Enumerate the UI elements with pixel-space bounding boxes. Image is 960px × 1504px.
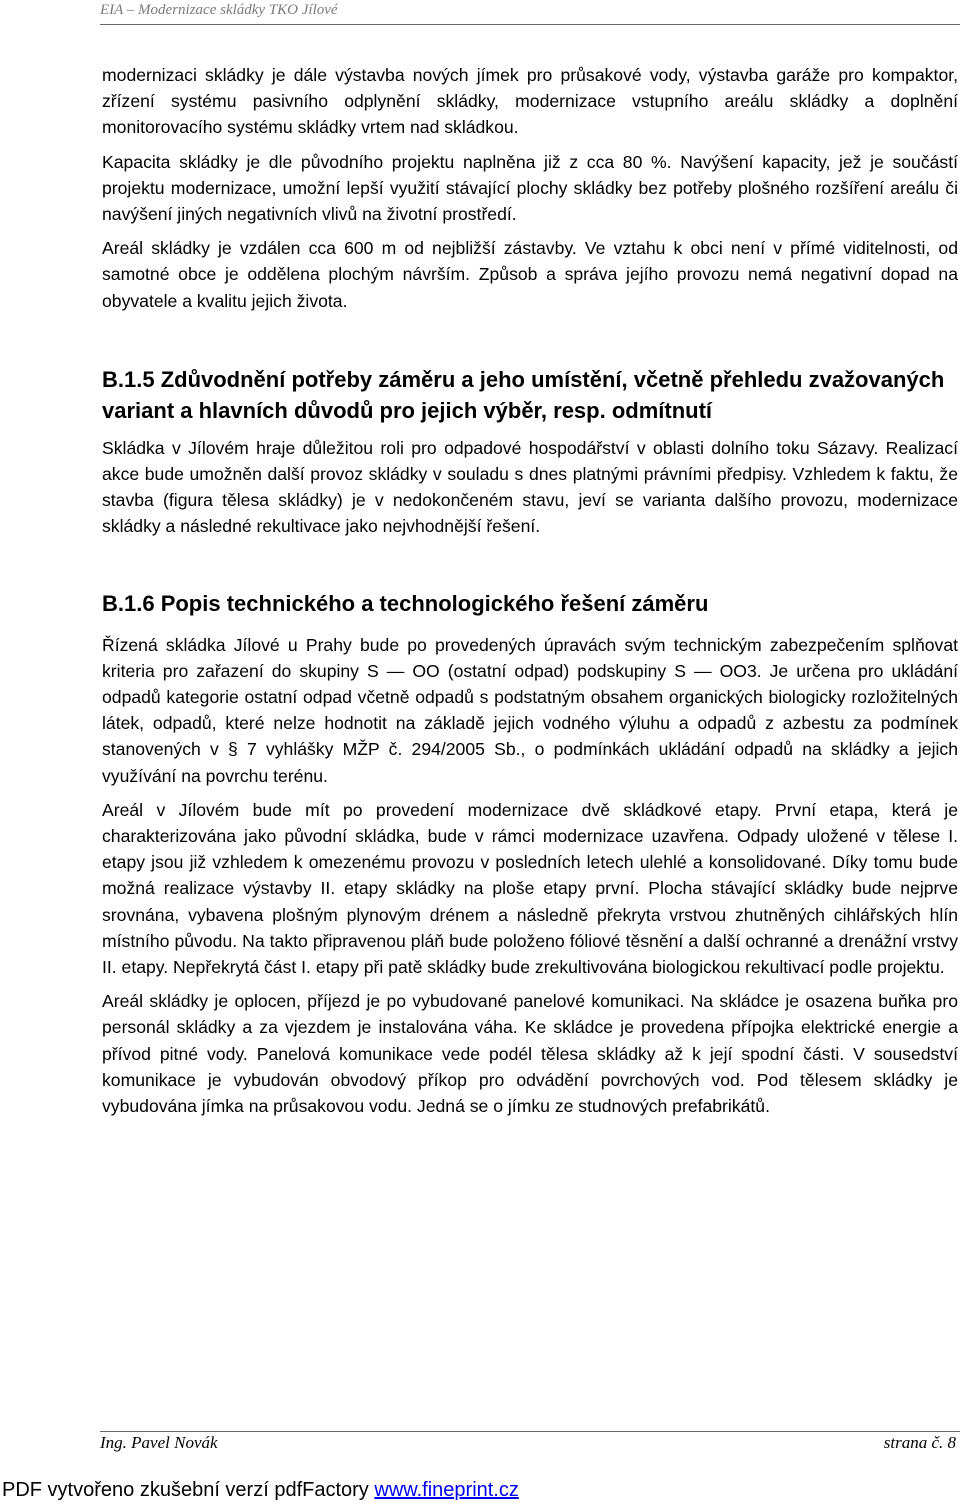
header-divider [100,24,960,25]
paragraph-7: Areál skládky je oplocen, příjezd je po vybudované panelové komunikaci. Na skládce je osazena buňka pro personál skládky a za vjezdem je instalována váha. Ke skládce je provedena přípojka elektrické energie a přívod pitné vody. Panelová komunikace vede podél tělesa skládky až k její spodní části. V sousedství komunikace je vybudován obvodový příkop pro odvádění povrchových vod. Pod tělesem skládky je vybudována jímka na průsakovou vodu. Jedná se o jímku ze studnových prefabrikátů. [102,991,958,1117]
running-header: EIA – Modernizace skládky TKO Jílové [100,2,338,18]
footer-author: Ing. Pavel Novák [100,1433,218,1452]
footer-page-number: strana č. 8 [883,1433,956,1452]
paragraph-5: Řízená skládka Jílové u Prahy bude po provedených úpravách svým technickým zabezpečením splňovat kriteria pro zařazení do skupiny S — OO (ostatní odpad) podskupiny S — OO3. Je určena pro ukládání odpadů kategorie ostatní odpad včetně odpadů s podstatným obsahem organických biologicky rozložitelných látek, odpadů, které nelze hodnotit na základě jejich vodného výluhu a odpadů z azbestu za podmínek stanovených v § 7 vyhlášky MŽP č. 294/2005 Sb., o podmínkách ukládání odpadů na skládky a jejich využívání na povrchu terénu. [102,634,958,786]
paragraph-4: Skládka v Jílovém hraje důležitou roli pro odpadové hospodářství v oblasti dolního toku Sázavy. Realizací akce bude umožněn další provoz skládky v souladu s dnes platnými právními předpisy. Vzhledem k faktu, že stavba (figura tělesa skládky) je v nedokončeném stavu, jeví se varianta dalšího provozu, modernizace skládky a následné rekultivace jako nejvhodnější řešení. [102,437,958,537]
banner-text: PDF vytvořeno zkušební verzí pdfFactory [2,1479,375,1501]
paragraph-6: Areál v Jílovém bude mít po provedení modernizace dvě skládkové etapy. První etapa, která je charakterizována jako původní skládka, bude v rámci modernizace uzavřena. Odpady uložené v tělese I. etapy jsou již vzhledem k omezenému provozu v posledních letech ulehlé a konsolidované. Díky tomu bude možná realizace výstavby II. etapy skládky na ploše etapy první. Plocha stávající skládky bude nejprve srovnána, vybavena plošným plynovým drénem a následně překryta vrstvou zhutněných cihlářských hlín místního původu. Na takto připravenou pláň bude položeno fóliové těsnění a další ochranné a drenážní vrstvy II. etapy. Nepřekrytá část I. etapy při patě skládky bude zrekultivována biologickou rekultivací podle projektu. [102,799,958,978]
paragraph-1: modernizaci skládky je dále výstavba nových jímek pro průsakové vody, výstavba garáže pro kompaktor, zřízení systému pasivního odplynění skládky, modernizace vstupního areálu skládky a doplnění monitorovacího systému skládky vrtem nad skládkou. [102,65,958,138]
fineprint-link[interactable]: www.fineprint.cz [374,1479,519,1501]
section-heading-b16: B.1.6 Popis technického a technologického řešení záměru [102,590,709,616]
paragraph-3: Areál skládky je vzdálen cca 600 m od nejbližší zástavby. Ve vztahu k obci není v přímé viditelnosti, od samotné obce je oddělena plochým návrším. Způsob a správa jejího provozu nemá negativní dopad na obyvatele a kvalitu jejich života. [102,238,958,311]
footer-divider [100,1431,960,1432]
pdf-trial-banner [0,1476,960,1504]
document-body [102,62,958,1127]
section-heading-b15: B.1.5 Zdůvodnění potřeby záměru a jeho umístění, včetně přehledu zvažovaných variant a hlavních důvodů pro jejich výběr, resp. odmítnutí [102,366,945,423]
paragraph-2: Kapacita skládky je dle původního projektu naplněna již z cca 80 %. Navýšení kapacity, jež je součástí projektu modernizace, umožní lepší využití stávající plochy skládky bez potřeby plošného rozšíření areálu či navýšení jiných negativních vlivů na životní prostředí. [102,151,958,225]
